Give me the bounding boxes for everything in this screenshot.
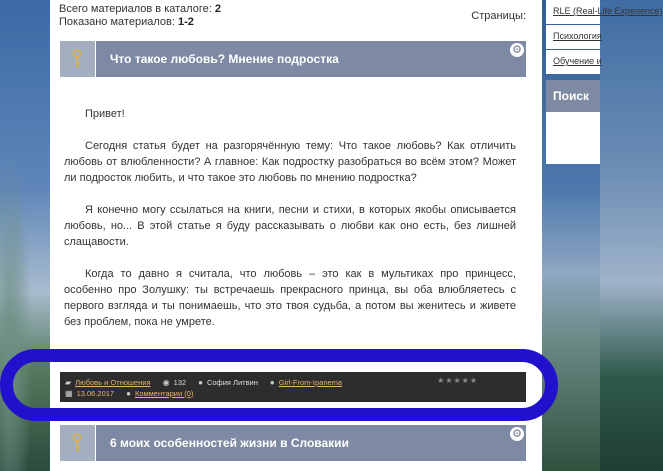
catalog-stats: [59, 3, 221, 29]
article-paragraph: Сегодня статья будет на разгорячённую тему: Что такое любовь? Как отличить любовь от влюбленности? А главное: Как подростку разобраться во всём этом? Может ли подросток любить, и что такое это любовь по мнению подростка?: [64, 140, 516, 184]
star-icon[interactable]: ★: [437, 376, 446, 385]
eye-icon: ◉: [162, 377, 170, 387]
speech-bubble-icon: ●: [126, 388, 131, 398]
article-paragraph: Когда то давно я считала, что любовь – это как в мультиках про принцесс, особенно про Золушку: ты встречаешь прекрасного принца, вы оба влюбляетесь с первого взгляда и ты понимаешь, что это твоя судьба, а потом вы женитесь и живете без проблем, пока не умрете.: [64, 268, 516, 328]
main-content: [50, 0, 542, 471]
calendar-icon: ▦: [65, 388, 73, 398]
person-icon: ●: [269, 377, 275, 387]
category-link[interactable]: Любовь и Отношения: [75, 377, 151, 387]
article-paragraph: Привет!: [85, 108, 125, 120]
user-link[interactable]: Girl-From-Ipanema: [278, 377, 343, 387]
entry-title[interactable]: 6 моих особенностей жизни в Словакии: [110, 436, 349, 450]
background-left: [0, 0, 50, 471]
sidebar-link[interactable]: [546, 25, 600, 49]
person-icon: ●: [198, 377, 203, 387]
views-count: 132: [173, 377, 187, 387]
total-materials-value: 2: [214, 3, 221, 15]
article-body: [64, 106, 516, 346]
star-icon[interactable]: ★: [469, 376, 478, 385]
gear-icon[interactable]: ⚙: [510, 427, 524, 441]
pages-label: Страницы:: [471, 10, 526, 22]
sidebar-link-label[interactable]: RLE (Real-Life Experience): [553, 6, 663, 16]
sidebar: [542, 0, 663, 471]
entry-key-box: [60, 41, 96, 77]
entry-header: [60, 425, 526, 461]
entry-title[interactable]: Что такое любовь? Мнение подростка: [110, 52, 339, 66]
gear-icon[interactable]: ⚙: [510, 43, 524, 57]
search-panel-body: [546, 112, 600, 164]
author-name: София Литвин: [206, 377, 258, 387]
sidebar-link[interactable]: [546, 50, 600, 74]
sidebar-link-label[interactable]: Обучение и: [553, 56, 602, 66]
key-icon: [71, 433, 83, 453]
star-icon[interactable]: ★: [453, 376, 462, 385]
article-paragraph: Я конечно могу ссылаться на книги, песни и стихи, в которых якобы описывается любовь, но... В этой статье я буду рассказывать о любви как оно есть, без лишней слащавости.: [64, 204, 516, 248]
sidebar-link[interactable]: [546, 0, 663, 24]
folder-icon: ▰: [65, 377, 72, 387]
star-icon[interactable]: ★: [445, 376, 454, 385]
comments-link[interactable]: Комментарии (0): [134, 388, 194, 398]
shown-materials: [59, 16, 221, 29]
meta-row-bottom: [65, 387, 193, 399]
entry-date: 13.06.2017: [76, 388, 115, 398]
rating-stars[interactable]: [437, 376, 478, 385]
shown-materials-label: Показано материалов:: [59, 16, 175, 28]
sidebar-link-label[interactable]: Психология: [553, 31, 602, 41]
key-icon: [71, 49, 83, 69]
shown-materials-value: 1-2: [177, 16, 194, 28]
total-materials: [59, 3, 221, 16]
entry-meta-bar: [60, 372, 526, 402]
search-panel-title: Поиск: [546, 80, 600, 112]
entry-key-box: [60, 425, 96, 461]
total-materials-label: Всего материалов в каталоге:: [59, 3, 212, 15]
entry-header: [60, 41, 526, 77]
star-icon[interactable]: ★: [461, 376, 470, 385]
